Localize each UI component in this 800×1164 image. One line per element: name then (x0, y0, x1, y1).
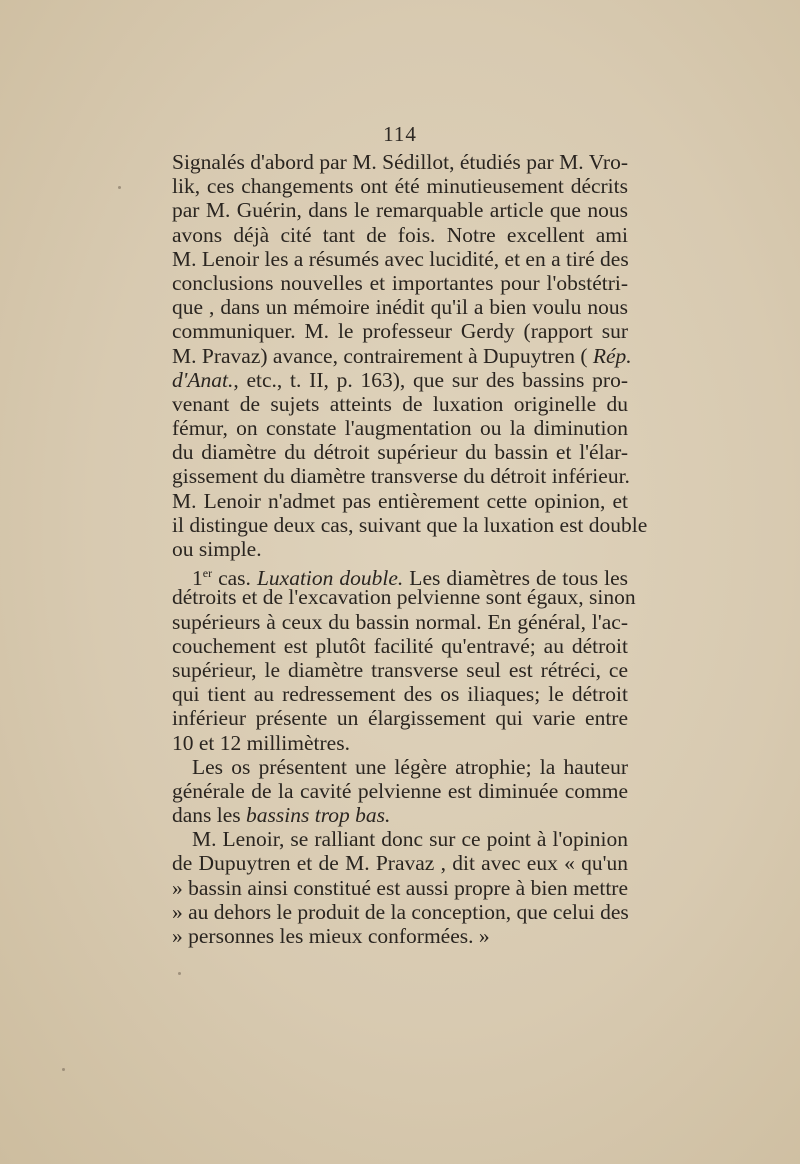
italic-heading: Luxation double. (256, 566, 404, 591)
text-line (172, 343, 632, 368)
text-line (172, 803, 628, 827)
text-segment: , etc., t. II, p. 163), que sur des bassins pro- (233, 367, 628, 392)
text-line: 10 et 12 millimètres. (172, 730, 350, 755)
text-line: il distingue deux cas, suivant que la luxation est double (172, 512, 648, 537)
text-line: M. Lenoir les a résumés avec lucidité, et en a tiré des (172, 246, 629, 271)
paper-speck (178, 972, 181, 975)
text-line: » bassin ainsi constitué est aussi propre à bien mettre (172, 875, 628, 900)
text-line: du diamètre du détroit supérieur du bassin et l'élar- (172, 440, 628, 465)
paper-speck (62, 1068, 65, 1071)
body-text (172, 150, 648, 948)
text-line: fémur, on constate l'augmentation ou la diminution (172, 416, 628, 441)
text-line: détroits et de l'excavation pelvienne sont égaux, sinon (172, 585, 636, 610)
text-segment: cas. (212, 566, 257, 591)
text-line: inférieur présente un élargissement qui varie entre (172, 706, 628, 731)
text-line: gissement du diamètre transverse du détroit inférieur. (172, 464, 630, 489)
text-line: ou simple. (172, 537, 262, 561)
text-line: que , dans un mémoire inédit qu'il a bien voulu nous (172, 295, 628, 320)
page-number: 114 (383, 122, 417, 146)
text-line: par M. Guérin, dans le remarquable article que nous (172, 198, 628, 223)
text-line: venant de sujets atteints de luxation originelle du (172, 391, 628, 416)
text-line: de Dupuytren et de M. Pravaz , dit avec eux « qu'un (172, 851, 628, 876)
italic-reference: Rép. (592, 343, 632, 368)
text-segment: M. Pravaz) avance, contrairement à Dupuytren ( (172, 343, 588, 368)
text-line (172, 561, 628, 591)
text-line: supérieur, le diamètre transverse seul est rétréci, ce (172, 657, 628, 682)
text-line: communiquer. M. le professeur Gerdy (rapport sur (172, 319, 628, 344)
text-line: avons déjà cité tant de fois. Notre excellent ami (172, 222, 628, 247)
text-line: M. Lenoir n'admet pas entièrement cette opinion, et (172, 488, 628, 513)
text-line: M. Lenoir, se ralliant donc sur ce point à l'opinion (192, 827, 628, 852)
text-line: qui tient au redressement des os iliaques; le détroit (172, 682, 628, 707)
text-line: conclusions nouvelles et importantes pour l'obstétri- (172, 270, 628, 295)
text-line: supérieurs à ceux du bassin normal. En général, l'ac- (172, 609, 628, 634)
text-line: Signalés d'abord par M. Sédillot, étudiés par M. Vro- (172, 150, 628, 174)
text-line: couchement est plutôt facilité qu'entravé; au détroit (172, 633, 628, 658)
superscript: er (202, 566, 213, 581)
text-segment: Les diamètres de tous les (403, 566, 628, 591)
text-segment: dans les (172, 803, 247, 828)
text-line: » au dehors le produit de la conception, que celui des (172, 899, 629, 924)
text-line: lik, ces changements ont été minutieusement décrits (172, 174, 628, 199)
text-line: Les os présentent une légère atrophie; la hauteur (192, 754, 628, 779)
paper-speck (118, 186, 121, 189)
case-number: 1 (192, 566, 203, 591)
italic-term: bassins trop bas. (246, 803, 391, 828)
text-line: » personnes les mieux conformées. » (172, 924, 490, 948)
text-line: générale de la cavité pelvienne est diminuée comme (172, 778, 628, 803)
text-line (172, 368, 628, 392)
italic-reference: d'Anat. (172, 367, 234, 392)
